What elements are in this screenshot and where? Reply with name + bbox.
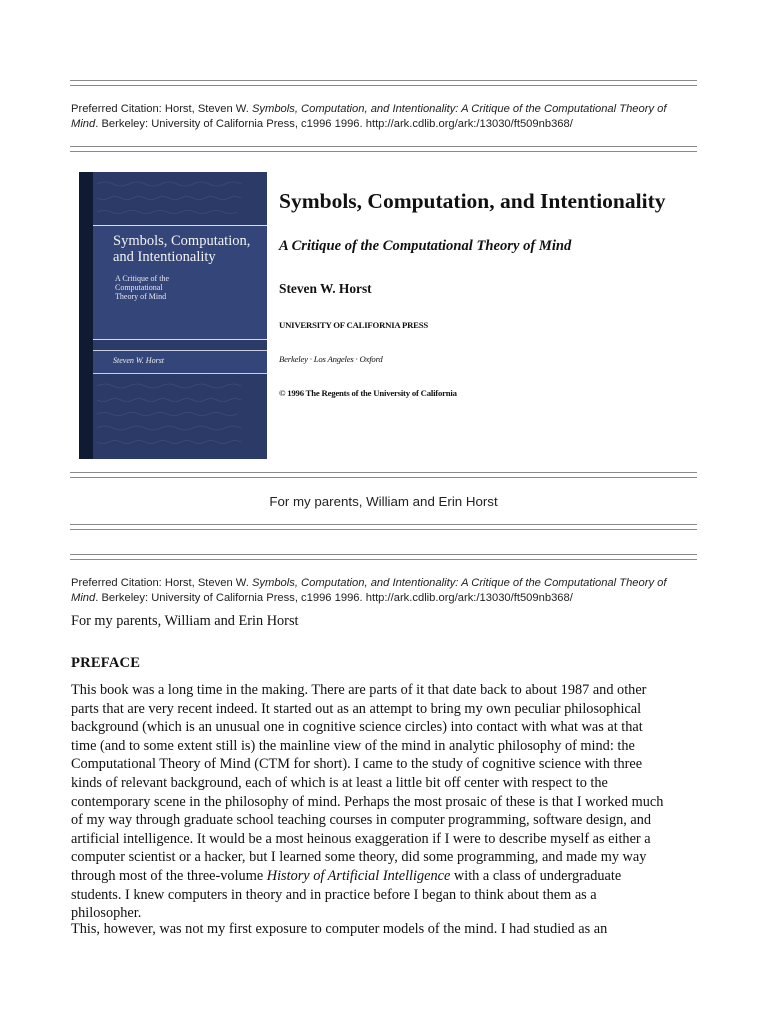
text-line: computer scientist or a hacker, but I learned some theory, did some programming, and made my way [71, 849, 647, 866]
preface-paragraph [71, 920, 701, 939]
preface-paragraph [71, 681, 701, 923]
preferred-citation [71, 102, 696, 132]
citation-title: Symbols, Computation, and Intentionality: A Critique of the Computational Theory of [251, 103, 667, 115]
cover-title-line: Symbols, Computation, [113, 233, 251, 249]
divider [70, 554, 697, 560]
citation-title-cont: Mind [71, 592, 96, 604]
text-segment: with a class of undergraduate [450, 867, 622, 884]
text-line: philosopher. [71, 905, 142, 922]
text-line: background (which is an unusual one in cognitive science circles) into contact with what was at that [71, 719, 643, 736]
cover-author: Steven W. Horst [113, 356, 165, 365]
book-cover-image [79, 172, 267, 459]
text-segment: through most of the three-volume [71, 867, 267, 884]
citation-suffix: . Berkeley: University of California Press, c1996 1996. http://ark.cdlib.org/ark:/13030/ft509nb368/ [95, 592, 573, 604]
cover-title [113, 234, 263, 265]
dedication: For my parents, William and Erin Horst [71, 613, 299, 629]
cover-subtitle-line: Theory of Mind [115, 292, 167, 301]
text-line: artificial intelligence. It would be a most heinous exaggeration if I were to describe myself as either a [71, 830, 651, 847]
book-author: Steven W. Horst [279, 281, 372, 296]
cover-spine-band [79, 172, 93, 459]
preface-heading: PREFACE [71, 655, 141, 671]
cover-subtitle-line: Computational [115, 283, 163, 292]
cover-author-panel [93, 350, 267, 374]
text-line: This book was a long time in the making. There are parts of it that date back to about 1987 and other [71, 682, 647, 698]
text-line: parts that are very recent indeed. It started out as an attempt to bring my own peculiar philosophical [71, 700, 642, 717]
text-line: This, however, was not my first exposure to computer models of the mind. I had studied as an [71, 921, 608, 937]
citation-prefix: Preferred Citation: Horst, Steven W. [71, 577, 252, 589]
book-reference: History of Artificial Intelligence [266, 867, 451, 884]
copyright-notice: © 1996 The Regents of the University of California [279, 388, 457, 398]
book-title: Symbols, Computation, and Intentionality [279, 189, 666, 213]
text-line: contemporary scene in the philosophy of mind. Perhaps the most prosaic of these is that I worked much [71, 793, 664, 810]
text-line [71, 867, 701, 886]
divider [70, 146, 697, 152]
cover-subtitle-line: A Critique of the [115, 274, 169, 283]
text-line: kinds of relevant background, each of which is at least a little bit off center with respect to the [71, 774, 608, 791]
divider [70, 524, 697, 530]
divider [70, 80, 697, 86]
citation-title-cont: Mind [71, 118, 96, 130]
cover-title-line: and Intentionality [113, 248, 216, 265]
dedication: For my parents, William and Erin Horst [269, 494, 498, 509]
citation-title: Symbols, Computation, and Intentionality: A Critique of the Computational Theory of [251, 577, 667, 589]
citation-prefix: Preferred Citation: Horst, Steven W. [71, 103, 252, 115]
text-line: of my way through graduate school teaching courses in computer programming, software design, and [71, 812, 652, 829]
book-subtitle: A Critique of the Computational Theory of Mind [279, 238, 572, 254]
text-line: students. I knew computers in theory and in practice before I began to think about them as a [71, 886, 597, 903]
citation-suffix: . Berkeley: University of California Press, c1996 1996. http://ark.cdlib.org/ark:/13030/ft509nb368/ [95, 118, 573, 130]
text-line: time (and to some extent still is) the mainline view of the mind in analytic philosophy of mind: the [71, 737, 635, 754]
divider [70, 472, 697, 478]
publisher-cities: Berkeley · Los Angeles · Oxford [279, 354, 383, 364]
text-line: Computational Theory of Mind (CTM for short). I came to the study of cognitive science with three [71, 756, 643, 773]
preferred-citation [71, 576, 696, 606]
cover-subtitle [115, 274, 235, 301]
publisher: UNIVERSITY OF CALIFORNIA PRESS [279, 320, 429, 330]
cover-title-panel [93, 225, 267, 340]
